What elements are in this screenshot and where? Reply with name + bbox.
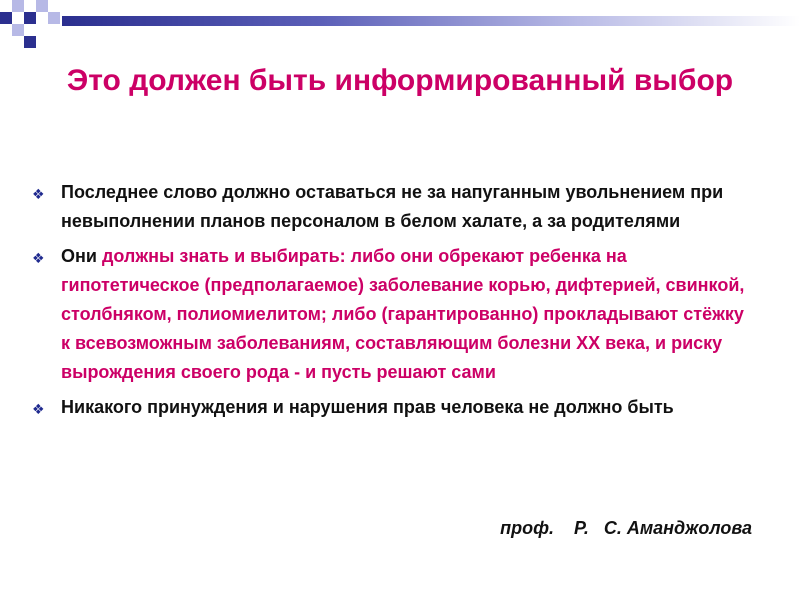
decor-square [24,12,36,24]
decor-square [0,12,12,24]
bullet-item [32,242,752,387]
decor-square [48,12,60,24]
bullet-text: Никакого принуждения и нарушения прав человека не должно быть [61,397,674,417]
decor-square [12,24,24,36]
header-decoration-squares [0,0,64,48]
slide-title: Это должен быть информированный выбор [66,64,734,97]
diamond-bullet-icon: ❖ [32,250,45,266]
author-signature: проф. Р. С. Аманджолова [500,518,752,538]
diamond-bullet-icon: ❖ [32,186,45,202]
decor-square [24,36,36,48]
decor-square [12,0,24,12]
diamond-bullet-icon: ❖ [32,401,45,417]
bullet-item [32,393,752,422]
bullet-list [32,178,752,428]
decor-square [36,0,48,12]
bullet-highlight-text: должны знать и выбирать: либо они обрекают ребенка на гипотетическое (предполагаемое) заболевание корью, дифтерией, свинкой, столбняком, полиомиелитом; либо (гарантированно) прокладывают стёжку к всевозможным заболеваниям, составляющим болезни ХХ века, и риску вырождения своего рода - и пусть решают сами [61,246,745,382]
bullet-lead-text: Они [61,246,102,266]
header-gradient-band [62,16,800,26]
bullet-text: Последнее слово должно оставаться не за напуганным увольнением при невыполнении планов персоналом в белом халате, а за родителями [61,182,724,231]
bullet-item [32,178,752,236]
